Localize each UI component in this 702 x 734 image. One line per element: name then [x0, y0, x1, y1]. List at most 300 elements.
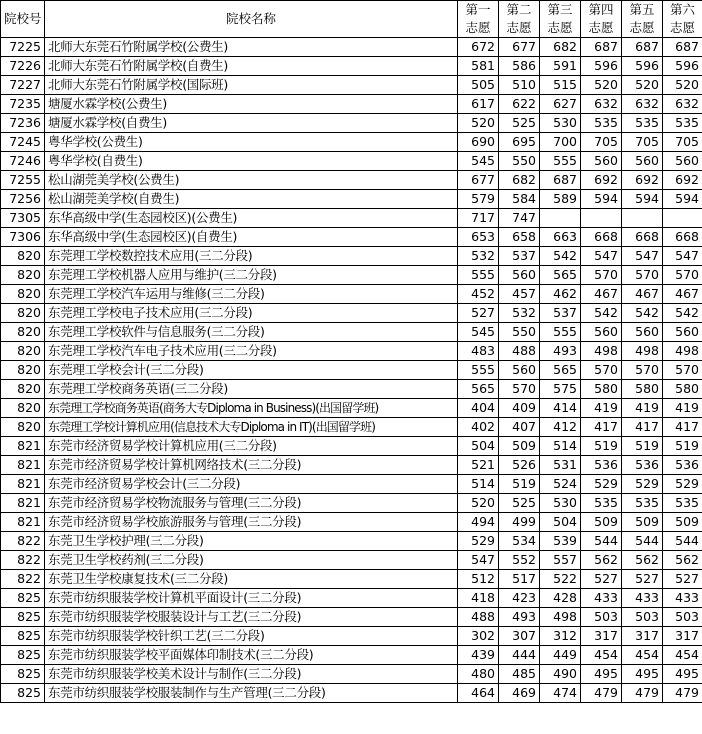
school-name-cell: 东莞理工学校电子技术应用(三二分段): [45, 304, 458, 323]
score-cell-choice-6: 495: [663, 665, 702, 684]
score-cell-choice-3: 539: [540, 532, 581, 551]
score-cell-choice-2: 560: [499, 361, 540, 380]
score-cell-choice-5: 467: [622, 285, 663, 304]
school-code-cell: 7235: [1, 95, 45, 114]
table-row: [1, 437, 702, 456]
score-cell-choice-5: 580: [622, 380, 663, 399]
score-cell-choice-1: 690: [458, 133, 499, 152]
school-name-cell: 东莞市经济贸易学校物流服务与管理(三二分段): [45, 494, 458, 513]
school-name-cell: 东莞理工学校汽车运用与维修(三二分段): [45, 285, 458, 304]
score-cell-choice-2: 510: [499, 76, 540, 95]
school-code-cell: 821: [1, 475, 45, 494]
header-choice-5: [622, 1, 663, 38]
table-row: [1, 209, 702, 228]
score-cell-choice-1: 677: [458, 171, 499, 190]
score-cell-choice-5: 433: [622, 589, 663, 608]
score-cell-choice-5: 498: [622, 342, 663, 361]
score-cell-choice-2: 622: [499, 95, 540, 114]
score-cell-choice-4: 495: [581, 665, 622, 684]
school-code-cell: 820: [1, 304, 45, 323]
score-cell-choice-2: 550: [499, 152, 540, 171]
score-cell-choice-5: 535: [622, 114, 663, 133]
score-cell-choice-5: 594: [622, 190, 663, 209]
score-cell-choice-3: 498: [540, 608, 581, 627]
score-cell-choice-3: 537: [540, 304, 581, 323]
table-row: [1, 114, 702, 133]
score-cell-choice-5: 596: [622, 57, 663, 76]
score-cell-choice-2: 488: [499, 342, 540, 361]
score-cell-choice-6: 562: [663, 551, 702, 570]
score-cell-choice-6: 535: [663, 494, 702, 513]
score-cell-choice-5: 519: [622, 437, 663, 456]
score-cell-choice-4: 544: [581, 532, 622, 551]
score-cell-choice-6: 519: [663, 437, 702, 456]
score-cell-choice-1: 439: [458, 646, 499, 665]
score-cell-choice-5: 570: [622, 266, 663, 285]
score-cell-choice-4: 668: [581, 228, 622, 247]
score-cell-choice-5: 317: [622, 627, 663, 646]
table-row: [1, 665, 702, 684]
score-cell-choice-2: 493: [499, 608, 540, 627]
score-cell-choice-5: 570: [622, 361, 663, 380]
table-row: [1, 38, 702, 57]
school-name-cell: 东莞市经济贸易学校计算机应用(三二分段): [45, 437, 458, 456]
score-cell-choice-6: 692: [663, 171, 702, 190]
school-code-cell: 820: [1, 266, 45, 285]
score-cell-choice-4: 535: [581, 114, 622, 133]
school-name-cell: 北师大东莞石竹附属学校(自费生): [45, 57, 458, 76]
header-choice-4-text: 第四志愿: [588, 2, 614, 35]
score-cell-choice-4: 527: [581, 570, 622, 589]
score-cell-choice-4: 419: [581, 399, 622, 418]
school-code-cell: 825: [1, 627, 45, 646]
score-cell-choice-1: 520: [458, 114, 499, 133]
score-cell-choice-1: 579: [458, 190, 499, 209]
score-cell-choice-2: 525: [499, 114, 540, 133]
school-code-cell: 820: [1, 380, 45, 399]
score-cell-choice-1: 488: [458, 608, 499, 627]
school-name-cell: 东莞理工学校数控技术应用(三二分段): [45, 247, 458, 266]
score-cell-choice-3: 522: [540, 570, 581, 589]
score-cell-choice-6: [663, 209, 702, 228]
school-name-cell: 东莞市纺织服装学校针织工艺(三二分段): [45, 627, 458, 646]
score-cell-choice-6: 668: [663, 228, 702, 247]
score-cell-choice-6: 479: [663, 684, 702, 703]
score-cell-choice-6: 544: [663, 532, 702, 551]
table-row: [1, 456, 702, 475]
score-cell-choice-6: 580: [663, 380, 702, 399]
school-name-cell: 东莞卫生学校康复技术(三二分段): [45, 570, 458, 589]
table-row: [1, 171, 702, 190]
score-cell-choice-5: 479: [622, 684, 663, 703]
score-cell-choice-1: 521: [458, 456, 499, 475]
school-code-cell: 7306: [1, 228, 45, 247]
score-cell-choice-3: 531: [540, 456, 581, 475]
score-cell-choice-6: 632: [663, 95, 702, 114]
score-cell-choice-5: 536: [622, 456, 663, 475]
table-row: [1, 418, 702, 437]
score-cell-choice-1: 547: [458, 551, 499, 570]
score-cell-choice-2: 525: [499, 494, 540, 513]
school-code-cell: 820: [1, 247, 45, 266]
score-cell-choice-3: 687: [540, 171, 581, 190]
score-cell-choice-6: 454: [663, 646, 702, 665]
school-code-cell: 822: [1, 570, 45, 589]
score-cell-choice-2: 584: [499, 190, 540, 209]
score-cell-choice-4: 632: [581, 95, 622, 114]
school-name-cell: 东莞理工学校计算机应用(信息技术大专Diploma in IT)(出国留学班): [45, 418, 458, 437]
score-cell-choice-2: 509: [499, 437, 540, 456]
school-code-cell: 820: [1, 285, 45, 304]
school-code-cell: 825: [1, 665, 45, 684]
score-cell-choice-1: 581: [458, 57, 499, 76]
score-cell-choice-1: 514: [458, 475, 499, 494]
score-cell-choice-4: 503: [581, 608, 622, 627]
table-row: [1, 190, 702, 209]
score-cell-choice-5: 454: [622, 646, 663, 665]
score-cell-choice-1: 545: [458, 323, 499, 342]
score-cell-choice-5: 419: [622, 399, 663, 418]
score-cell-choice-6: 535: [663, 114, 702, 133]
table-row: [1, 304, 702, 323]
score-cell-choice-1: 505: [458, 76, 499, 95]
school-code-cell: 820: [1, 323, 45, 342]
score-cell-choice-3: 490: [540, 665, 581, 684]
table-row: [1, 475, 702, 494]
header-choice-6: [663, 1, 702, 38]
score-cell-choice-5: 560: [622, 323, 663, 342]
score-cell-choice-5: 527: [622, 570, 663, 589]
score-cell-choice-2: 307: [499, 627, 540, 646]
score-cell-choice-2: 677: [499, 38, 540, 57]
score-cell-choice-1: 512: [458, 570, 499, 589]
score-cell-choice-3: 462: [540, 285, 581, 304]
score-cell-choice-3: 700: [540, 133, 581, 152]
school-name-cell: 北师大东莞石竹附属学校(国际班): [45, 76, 458, 95]
score-cell-choice-1: 672: [458, 38, 499, 57]
score-cell-choice-6: 542: [663, 304, 702, 323]
score-cell-choice-6: 467: [663, 285, 702, 304]
score-cell-choice-3: 449: [540, 646, 581, 665]
score-cell-choice-4: 467: [581, 285, 622, 304]
school-name-cell: 东华高级中学(生态园校区)(公费生): [45, 209, 458, 228]
school-name-cell: 粤华学校(自费生): [45, 152, 458, 171]
score-cell-choice-2: 519: [499, 475, 540, 494]
school-code-cell: 822: [1, 532, 45, 551]
score-cell-choice-2: 517: [499, 570, 540, 589]
table-row: [1, 342, 702, 361]
score-cell-choice-2: 532: [499, 304, 540, 323]
score-cell-choice-1: 545: [458, 152, 499, 171]
score-cell-choice-4: 562: [581, 551, 622, 570]
score-cell-choice-4: 454: [581, 646, 622, 665]
score-cell-choice-4: 560: [581, 152, 622, 171]
score-cell-choice-1: 480: [458, 665, 499, 684]
header-choice-1-text: 第一志愿: [465, 2, 491, 35]
score-cell-choice-5: 495: [622, 665, 663, 684]
score-cell-choice-2: 407: [499, 418, 540, 437]
school-name-cell: 东莞市经济贸易学校旅游服务与管理(三二分段): [45, 513, 458, 532]
table-row: [1, 570, 702, 589]
header-choice-2-text: 第二志愿: [506, 2, 532, 35]
score-cell-choice-6: 509: [663, 513, 702, 532]
score-cell-choice-3: 555: [540, 152, 581, 171]
score-cell-choice-5: 687: [622, 38, 663, 57]
school-name-cell: 东莞卫生学校护理(三二分段): [45, 532, 458, 551]
table-row: [1, 646, 702, 665]
score-cell-choice-3: 414: [540, 399, 581, 418]
score-cell-choice-6: 596: [663, 57, 702, 76]
school-code-cell: 825: [1, 646, 45, 665]
score-cell-choice-1: 452: [458, 285, 499, 304]
table-row: [1, 551, 702, 570]
school-code-cell: 7225: [1, 38, 45, 57]
school-code-cell: 825: [1, 608, 45, 627]
table-row: [1, 228, 702, 247]
table-row: [1, 247, 702, 266]
score-cell-choice-4: 536: [581, 456, 622, 475]
score-cell-choice-5: 562: [622, 551, 663, 570]
score-cell-choice-4: 687: [581, 38, 622, 57]
score-cell-choice-3: 504: [540, 513, 581, 532]
score-cell-choice-6: 417: [663, 418, 702, 437]
score-cell-choice-6: 529: [663, 475, 702, 494]
score-cell-choice-1: 402: [458, 418, 499, 437]
school-code-cell: 821: [1, 437, 45, 456]
score-cell-choice-5: 668: [622, 228, 663, 247]
score-cell-choice-6: 498: [663, 342, 702, 361]
table-row: [1, 133, 702, 152]
table-body: [1, 38, 702, 703]
header-choice-3: [540, 1, 581, 38]
header-choice-4: [581, 1, 622, 38]
score-cell-choice-4: [581, 209, 622, 228]
table-row: [1, 494, 702, 513]
score-cell-choice-3: 589: [540, 190, 581, 209]
score-cell-choice-2: 409: [499, 399, 540, 418]
score-cell-choice-6: 570: [663, 361, 702, 380]
score-cell-choice-5: [622, 209, 663, 228]
school-name-cell: 东莞理工学校汽车电子技术应用(三二分段): [45, 342, 458, 361]
score-cell-choice-5: 417: [622, 418, 663, 437]
score-cell-choice-1: 464: [458, 684, 499, 703]
score-cell-choice-6: 560: [663, 323, 702, 342]
score-cell-choice-1: 418: [458, 589, 499, 608]
score-cell-choice-1: 404: [458, 399, 499, 418]
score-cell-choice-3: 591: [540, 57, 581, 76]
score-cell-choice-2: 560: [499, 266, 540, 285]
school-code-cell: 7256: [1, 190, 45, 209]
score-cell-choice-4: 317: [581, 627, 622, 646]
score-cell-choice-1: 504: [458, 437, 499, 456]
school-name-cell: 塘厦水霖学校(自费生): [45, 114, 458, 133]
score-cell-choice-3: [540, 209, 581, 228]
score-cell-choice-3: 524: [540, 475, 581, 494]
score-cell-choice-4: 498: [581, 342, 622, 361]
score-cell-choice-1: 532: [458, 247, 499, 266]
score-cell-choice-3: 428: [540, 589, 581, 608]
school-name-cell: 东莞理工学校机器人应用与维护(三二分段): [45, 266, 458, 285]
table-row: [1, 361, 702, 380]
school-name-cell: 松山湖莞美学校(自费生): [45, 190, 458, 209]
school-code-cell: 7255: [1, 171, 45, 190]
table-row: [1, 627, 702, 646]
score-cell-choice-4: 519: [581, 437, 622, 456]
score-cell-choice-5: 535: [622, 494, 663, 513]
score-cell-choice-2: 457: [499, 285, 540, 304]
score-cell-choice-1: 529: [458, 532, 499, 551]
school-name-cell: 松山湖莞美学校(公费生): [45, 171, 458, 190]
header-choice-6-text: 第六志愿: [669, 2, 695, 35]
score-cell-choice-5: 632: [622, 95, 663, 114]
score-cell-choice-2: 658: [499, 228, 540, 247]
score-cell-choice-5: 503: [622, 608, 663, 627]
score-cell-choice-1: 565: [458, 380, 499, 399]
school-code-cell: 821: [1, 513, 45, 532]
score-cell-choice-5: 542: [622, 304, 663, 323]
score-cell-choice-1: 555: [458, 266, 499, 285]
score-cell-choice-6: 527: [663, 570, 702, 589]
school-code-cell: 7236: [1, 114, 45, 133]
table-row: [1, 285, 702, 304]
school-name-cell: 东莞市经济贸易学校会计(三二分段): [45, 475, 458, 494]
score-cell-choice-6: 520: [663, 76, 702, 95]
score-cell-choice-4: 535: [581, 494, 622, 513]
table-row: [1, 513, 702, 532]
header-choice-3-text: 第三志愿: [547, 2, 573, 35]
score-cell-choice-6: 687: [663, 38, 702, 57]
score-cell-choice-4: 542: [581, 304, 622, 323]
score-cell-choice-6: 419: [663, 399, 702, 418]
school-name-cell: 东莞理工学校会计(三二分段): [45, 361, 458, 380]
score-cell-choice-3: 412: [540, 418, 581, 437]
table-row: [1, 266, 702, 285]
score-cell-choice-6: 594: [663, 190, 702, 209]
score-cell-choice-3: 555: [540, 323, 581, 342]
school-code-cell: 822: [1, 551, 45, 570]
school-code-cell: 7305: [1, 209, 45, 228]
score-cell-choice-4: 692: [581, 171, 622, 190]
score-cell-choice-5: 529: [622, 475, 663, 494]
school-name-cell: 粤华学校(公费生): [45, 133, 458, 152]
score-cell-choice-4: 529: [581, 475, 622, 494]
table-row: [1, 323, 702, 342]
table-row: [1, 684, 702, 703]
table-row: [1, 608, 702, 627]
school-code-cell: 820: [1, 342, 45, 361]
score-cell-choice-3: 557: [540, 551, 581, 570]
school-code-cell: 821: [1, 456, 45, 475]
score-cell-choice-3: 312: [540, 627, 581, 646]
score-cell-choice-3: 565: [540, 266, 581, 285]
score-cell-choice-6: 560: [663, 152, 702, 171]
score-cell-choice-4: 520: [581, 76, 622, 95]
score-cell-choice-3: 493: [540, 342, 581, 361]
header-choice-1: [458, 1, 499, 38]
table-row: [1, 399, 702, 418]
header-school-name: 院校名称: [45, 1, 458, 38]
school-code-cell: 820: [1, 399, 45, 418]
school-code-cell: 820: [1, 418, 45, 437]
score-cell-choice-5: 692: [622, 171, 663, 190]
score-cell-choice-3: 663: [540, 228, 581, 247]
school-code-cell: 821: [1, 494, 45, 513]
score-cell-choice-3: 530: [540, 114, 581, 133]
score-cell-choice-2: 444: [499, 646, 540, 665]
score-cell-choice-4: 570: [581, 361, 622, 380]
score-cell-choice-6: 547: [663, 247, 702, 266]
school-name-cell: 东莞市纺织服装学校计算机平面设计(三二分段): [45, 589, 458, 608]
score-cell-choice-1: 653: [458, 228, 499, 247]
score-cell-choice-2: 526: [499, 456, 540, 475]
school-name-cell: 东莞市纺织服装学校平面媒体印制技术(三二分段): [45, 646, 458, 665]
score-cell-choice-1: 617: [458, 95, 499, 114]
score-cell-choice-4: 594: [581, 190, 622, 209]
school-name-cell: 东莞市纺织服装学校服装制作与生产管理(三二分段): [45, 684, 458, 703]
score-cell-choice-2: 682: [499, 171, 540, 190]
table-row: [1, 532, 702, 551]
score-cell-choice-6: 536: [663, 456, 702, 475]
score-cell-choice-6: 433: [663, 589, 702, 608]
header-choice-2: [499, 1, 540, 38]
score-cell-choice-1: 717: [458, 209, 499, 228]
score-cell-choice-2: 534: [499, 532, 540, 551]
score-cell-choice-4: 417: [581, 418, 622, 437]
table-row: [1, 589, 702, 608]
score-cell-choice-4: 509: [581, 513, 622, 532]
score-cell-choice-2: 552: [499, 551, 540, 570]
score-cell-choice-2: 537: [499, 247, 540, 266]
score-cell-choice-4: 479: [581, 684, 622, 703]
school-name-cell: 东莞理工学校软件与信息服务(三二分段): [45, 323, 458, 342]
score-cell-choice-1: 483: [458, 342, 499, 361]
table-row: [1, 76, 702, 95]
score-cell-choice-3: 627: [540, 95, 581, 114]
score-cell-choice-4: 580: [581, 380, 622, 399]
score-cell-choice-3: 682: [540, 38, 581, 57]
score-cell-choice-3: 565: [540, 361, 581, 380]
score-cell-choice-4: 705: [581, 133, 622, 152]
score-cell-choice-3: 515: [540, 76, 581, 95]
header-row: [1, 1, 702, 38]
score-cell-choice-2: 747: [499, 209, 540, 228]
table-row: [1, 57, 702, 76]
score-cell-choice-1: 555: [458, 361, 499, 380]
score-cell-choice-2: 570: [499, 380, 540, 399]
score-cell-choice-5: 560: [622, 152, 663, 171]
score-cell-choice-2: 550: [499, 323, 540, 342]
score-cell-choice-6: 503: [663, 608, 702, 627]
header-school-code: 院校号: [1, 1, 45, 38]
score-cell-choice-3: 514: [540, 437, 581, 456]
school-name-cell: 东莞理工学校商务英语(商务大专Diploma in Business)(出国留学班): [45, 399, 458, 418]
school-code-cell: 7245: [1, 133, 45, 152]
score-cell-choice-5: 705: [622, 133, 663, 152]
school-name-cell: 东华高级中学(生态园校区)(自费生): [45, 228, 458, 247]
score-cell-choice-2: 695: [499, 133, 540, 152]
score-cell-choice-3: 542: [540, 247, 581, 266]
school-code-cell: 825: [1, 589, 45, 608]
score-cell-choice-3: 474: [540, 684, 581, 703]
school-code-cell: 7227: [1, 76, 45, 95]
school-code-cell: 820: [1, 361, 45, 380]
school-code-cell: 7226: [1, 57, 45, 76]
score-cell-choice-4: 596: [581, 57, 622, 76]
score-cell-choice-2: 499: [499, 513, 540, 532]
score-cell-choice-5: 520: [622, 76, 663, 95]
school-name-cell: 东莞市纺织服装学校服装设计与工艺(三二分段): [45, 608, 458, 627]
school-name-cell: 塘厦水霖学校(公费生): [45, 95, 458, 114]
